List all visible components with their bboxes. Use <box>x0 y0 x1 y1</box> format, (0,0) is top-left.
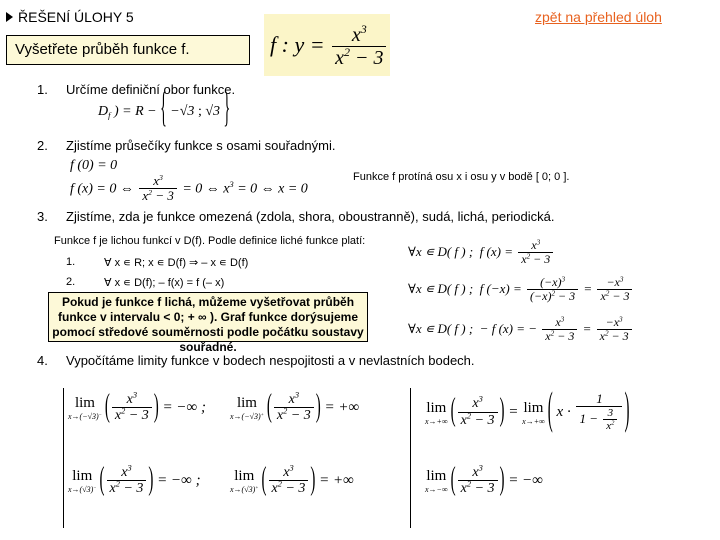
limit-infinity-2: lim x→−∞ ( $\frac{x^3}{x^2 - 3}$ ) = −∞ <box>425 462 543 498</box>
parity-intro: Funkce f je lichou funkcí v D(f). Podle definice liché funkce platí: <box>54 235 366 247</box>
play-icon <box>6 12 13 22</box>
limit-1: lim x→(−√3)− ( $\frac{x^3}{x^2 - 3}$ ) = −∞ ; <box>68 389 206 425</box>
page-title <box>6 9 134 25</box>
step-4-text: Vypočítáme limity funkce v bodech nespojitosti a v nevlastních bodech. <box>66 353 475 368</box>
limit-infinity-1: lim x→+∞ ( $\frac{x^3}{x^2 - 3}$ ) = lim x→+∞ ( x · 1 1 − $\frac{3}{x^2}$ ) <box>425 386 630 435</box>
parity-item-2-text: ∀ x ∊ D(f); – f(x) = f (– x) <box>104 277 225 289</box>
step-2-number: 2. <box>37 138 48 153</box>
limit-2: lim x→(−√3)+ ( $\frac{x^3}{x^2 - 3}$ ) = +∞ <box>230 389 360 425</box>
page-title-text: ŘEŠENÍ ÚLOHY 5 <box>18 9 134 25</box>
step-3-number: 3. <box>37 209 48 224</box>
step-1-number: 1. <box>37 82 48 97</box>
limit-4: lim x→(√3)+ ( $\frac{x^3}{x^2 - 3}$ ) = +∞ <box>230 462 354 498</box>
intersection-text: Funkce f protíná osu x i osu y v bodě [ 0; 0 ]. <box>353 171 570 183</box>
parity-item-1-number: 1. <box>66 256 76 268</box>
back-to-overview-link[interactable]: zpět na přehled úloh <box>535 9 662 25</box>
f-equals-zero: f (x) = 0 ⇔ $\frac{x^3}{x^2 - 3}$ = 0 ⇔ $x^3 = 0$ ⇔ x = 0 <box>70 172 308 204</box>
parity-item-2-number: 2. <box>66 276 76 288</box>
task-box <box>6 35 250 65</box>
step-3-text: Zjistíme, zda je funkce omezená (zdola, shora, oboustranně), sudá, lichá, periodická. <box>66 209 555 224</box>
parity-item-1-text: ∀ x ∊ R; x ∊ D(f) ⇒ – x ∊ D(f) <box>104 257 249 269</box>
parity-formula-2: ∀x ∊ D( f ) ; f (−x) = $\frac{(-x)^3}{(-x)^2 - 3}$ = $\frac{-x^3}{x^2 - 3}$ <box>408 276 634 304</box>
limit-3: lim x→(√3)− ( $\frac{x^3}{x^2 - 3}$ ) = −∞ ; <box>68 462 201 498</box>
task-text: Vyšetřete průběh funkce f. <box>15 41 190 58</box>
parity-formula-3: ∀x ∊ D( f ) ; − f (x) = − $\frac{x^3}{x^2 - 3}$ = $\frac{-x^3}{x^2 - 3}$ <box>408 316 634 344</box>
domain-formula: $D_f$ ) = R − { −√3 ; √3 } <box>98 88 231 133</box>
left-divider <box>63 388 64 528</box>
step-4-number: 4. <box>37 353 48 368</box>
step-2-text: Zjistíme průsečíky funkce s osami souřadnými. <box>66 138 336 153</box>
right-divider <box>410 388 411 528</box>
parity-formula-1: ∀x ∊ D( f ) ; f (x) = $\frac{x^3}{x^2 - 3}$ <box>408 239 555 267</box>
odd-function-note: Pokud je funkce f lichá, můžeme vyšetřovat průběh funkce v intervalu < 0; + ∞ ). Graf funkce dorýsujeme pomocí středové souměrnosti podle počátku soustavy souřadné. <box>48 292 368 342</box>
f-of-zero: f (0) = 0 <box>70 158 118 173</box>
function-definition: f : y = $\frac{x^3}{x^2 - 3}$ <box>264 14 390 76</box>
step-1-text: Určíme definiční obor funkce. <box>66 82 236 97</box>
